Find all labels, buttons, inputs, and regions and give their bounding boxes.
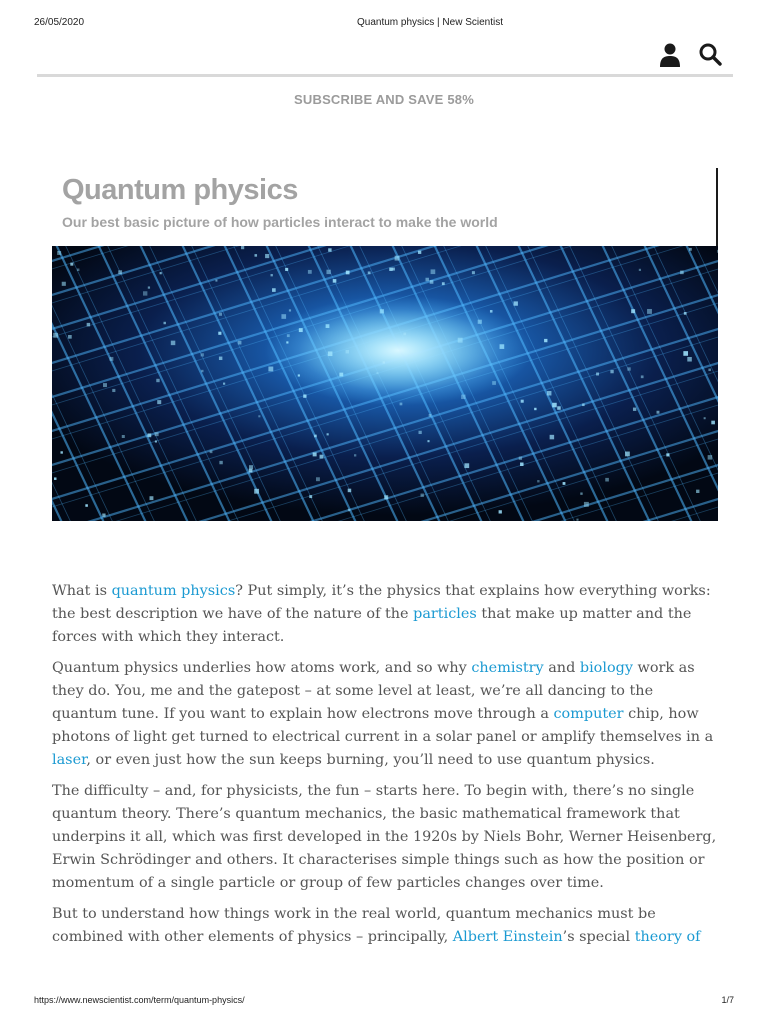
paragraph-1 xyxy=(52,580,720,648)
print-date: 26/05/2020 xyxy=(34,17,85,28)
print-url: https://www.newscientist.com/term/quantum-physics/ xyxy=(34,995,245,1005)
header-edge-line xyxy=(716,168,718,246)
paragraph-4 xyxy=(52,903,720,949)
link-albert-einstein[interactable]: Albert Einstein xyxy=(452,929,563,946)
text-run: What is xyxy=(52,583,112,599)
text-run: But to understand how things work in the real world, quantum mechanics must be combined with other elements of physics – principally, xyxy=(52,906,656,946)
text-run: that make up matter and the forces with which they interact. xyxy=(52,605,692,645)
text-run: ’s special xyxy=(562,929,635,946)
paragraph-2 xyxy=(52,657,720,771)
article-header xyxy=(52,168,718,246)
article-body xyxy=(52,580,720,958)
text-run: ? Put simply, it’s the physics that explains how everything works: the best description we have of the nature of the xyxy=(52,583,711,622)
page-subtitle: Our best basic picture of how particles interact to make the world xyxy=(62,214,498,230)
blue-quantum-lattice-image xyxy=(52,246,718,521)
user-icon[interactable] xyxy=(658,42,682,68)
link-particles[interactable]: particles xyxy=(413,605,477,622)
text-run: chip, how photons of light get turned to electrical current in a solar panel or amplify themselves in a xyxy=(52,705,714,745)
link-computer[interactable]: computer xyxy=(553,705,624,722)
text-run: , or even just how the sun keeps burning, you’ll need to use quantum physics. xyxy=(86,751,655,768)
topbar-actions xyxy=(658,42,722,68)
subscribe-link[interactable]: SUBSCRIBE AND SAVE 58% xyxy=(294,92,474,107)
link-biology[interactable]: biology xyxy=(579,660,633,677)
search-icon[interactable] xyxy=(698,42,722,68)
print-page-title: Quantum physics | New Scientist xyxy=(357,17,503,28)
link-quantum-physics[interactable]: quantum physics xyxy=(111,583,236,599)
link-chemistry[interactable]: chemistry xyxy=(471,660,544,677)
text-run: and xyxy=(543,660,580,677)
page-title: Quantum physics xyxy=(62,174,298,206)
header-divider xyxy=(37,74,733,77)
print-page-number: 1/7 xyxy=(721,995,734,1005)
paragraph-3: The difficulty – and, for physicists, the fun – starts here. To begin with, there’s no single quantum theory. There’s quantum mechanics, the basic mathematical framework that underpins it all, which was first developed in the 1920s by Niels Bohr, Werner Heisenberg, Erwin Schrödinger and others. It characterises simple things such as how the position or momentum of a single particle or group of few particles changes over time. xyxy=(52,783,717,891)
text-run: Quantum physics underlies how atoms work, and so why xyxy=(52,660,472,677)
link-theory-of[interactable]: theory of xyxy=(634,929,701,946)
text-run: work as they do. You, me and the gatepost – at some level at least, we’re all dancing to the quantum tune. If you want to explain how electrons move through a xyxy=(52,660,695,722)
link-laser[interactable]: laser xyxy=(52,751,87,768)
